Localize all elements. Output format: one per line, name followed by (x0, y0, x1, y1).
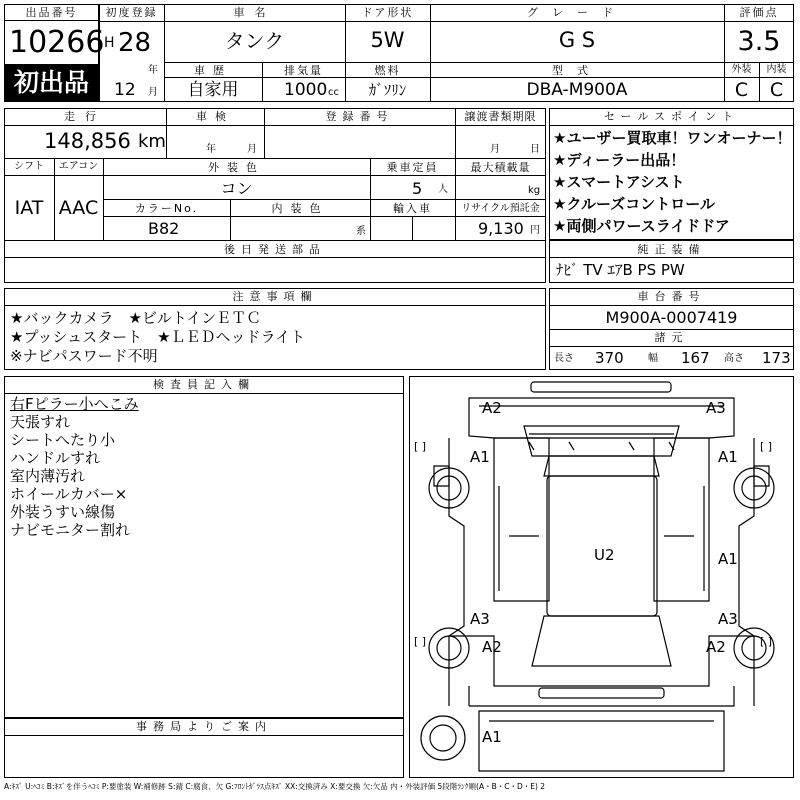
height-value: 173 (762, 349, 791, 367)
divider (549, 305, 794, 306)
inspector-line: 天張すれ (10, 413, 71, 431)
divider (549, 125, 794, 126)
divider (4, 158, 546, 159)
damage-mark-a2: A2 (706, 638, 726, 656)
legend-text: A:ｷｽﾞ U:ﾍｺﾐ B:ｷｽﾞを伴うﾍｺﾐ P:要塗装 W:補修跡 S:錆 C:腐食、欠 G:ﾌﾛﾝﾄｶﾞﾗｽ点ｷｽﾞ XX:交換済み X:要交換 欠:欠品 内・外装評価 5段階ﾗﾝｸ順(A・B・C・D・E) 2 (4, 782, 546, 791)
divider (164, 77, 724, 78)
mileage-value: 148,856 (44, 129, 131, 153)
displacement-value: 1000 (284, 80, 328, 100)
divider (549, 346, 794, 347)
damage-mark-a2: A2 (482, 399, 502, 417)
damage-mark-a1: A1 (718, 448, 738, 466)
score-int-label: 内装 (766, 64, 787, 75)
sales-point-item: ★クルーズコントロール (553, 195, 715, 213)
inspector-line: ハンドルすれ (10, 449, 101, 467)
inspector-line: ホイールカバー× (10, 485, 128, 503)
notes-line: ★プッシュスタート ★ＬＥＤヘッドライト (10, 328, 306, 346)
sales-point-item: ★両側パワースライドドア (553, 217, 730, 235)
reg-year-unit: 年 (148, 65, 158, 76)
damage-mark-a2: A2 (482, 638, 502, 656)
bracket-mark: [ ] (760, 440, 773, 453)
import-label: 輸入車 (393, 202, 432, 215)
damage-mark-a3: A3 (470, 610, 490, 628)
damage-mark-a3: A3 (718, 610, 738, 628)
divider (99, 21, 794, 22)
length-value: 370 (595, 349, 624, 367)
shift-label: シフト (14, 161, 44, 172)
history-value: 自家用 (187, 80, 239, 100)
shift-value: IAT (14, 197, 44, 219)
int-color-suffix: 系 (356, 226, 366, 237)
model-label: 型式 (552, 64, 602, 77)
divider (549, 329, 794, 330)
sales-points-label: セールスポイント (603, 110, 739, 123)
inspection-label: 車検 (196, 110, 234, 123)
recycle-label: リサイクル預託金 (461, 203, 540, 214)
chassis-value: M900A-0007419 (605, 308, 738, 327)
displacement-unit: cc (328, 87, 339, 98)
car-diagram (409, 376, 794, 778)
recycle-unit: 円 (530, 225, 540, 236)
divider (4, 305, 546, 306)
score-label: 評価点 (739, 6, 779, 19)
reg-year: 28 (118, 28, 152, 58)
inspection-month-unit: 月 (247, 144, 257, 155)
inspector-line: ナビモニター割れ (10, 521, 131, 539)
damage-mark-a3: A3 (706, 399, 726, 417)
inspector-line: シートへたり小 (10, 431, 116, 449)
model-value: DBA-M900A (526, 80, 628, 100)
notes-line: ★バックカメラ ★ビルトインＥＴＣ (10, 309, 262, 327)
aircon-value: AAC (58, 197, 99, 219)
chassis-label: 車台番号 (637, 290, 706, 303)
aircon-label: エアコン (58, 161, 99, 172)
int-color-label: 内装色 (271, 202, 329, 215)
length-label: 長さ (554, 353, 574, 364)
reg-month: 12 (114, 80, 136, 100)
height-label: 高さ (724, 353, 744, 364)
recycle-value: 9,130 (478, 219, 524, 238)
sales-point-item: ★ユーザー買取車！ワンオーナー！ (553, 129, 792, 147)
width-value: 167 (681, 349, 710, 367)
specs-label: 諸元 (654, 331, 689, 344)
first-listing-badge-text: 初出品 (13, 68, 89, 97)
divider (99, 4, 100, 102)
history-label: 車歴 (194, 64, 232, 77)
score-ext-label: 外装 (731, 64, 752, 75)
office-label: 事務局よりご案内 (136, 720, 272, 733)
width-label: 幅 (648, 353, 658, 364)
capacity-label: 乗車定員 (386, 161, 439, 174)
damage-mark-u2: U2 (594, 546, 615, 564)
mileage-label: 走行 (64, 110, 106, 123)
sales-point-item: ★スマートアシスト (553, 173, 685, 191)
equipment-value: ﾅﾋﾞ TV ｴｱB PS PW (556, 261, 685, 279)
divider (103, 199, 546, 200)
color-no-value: B82 (148, 219, 180, 238)
inspector-line: 右Fピラー小へこみ (10, 395, 139, 413)
score-value: 3.5 (737, 26, 781, 57)
equipment-label: 純正装備 (637, 243, 706, 256)
color-no-label: カラーNo. (134, 202, 199, 215)
inspector-line: 室内薄汚れ (10, 467, 86, 485)
score-ext: C (734, 79, 749, 101)
capacity-unit: 人 (438, 184, 448, 195)
doors-label: ドア形状 (361, 6, 414, 19)
fuel-label: 燃料 (374, 64, 401, 77)
notes-line: ※ナビパスワード不明 (10, 347, 158, 365)
max-load-label: 最大積載量 (470, 161, 531, 174)
divider (4, 240, 546, 241)
score-int: C (769, 79, 784, 101)
notes-label: 注意事項欄 (232, 290, 318, 303)
divider (4, 257, 546, 258)
plate-label: 登録番号 (325, 110, 394, 123)
divider (4, 393, 404, 394)
transfer-month-unit: 月 (490, 144, 500, 155)
bracket-mark: [ ] (414, 635, 427, 648)
divider (4, 735, 404, 736)
bracket-mark: [ ] (760, 635, 773, 648)
inspection-year-unit: 年 (206, 144, 216, 155)
car-name-label: 車名 (233, 6, 276, 19)
divider (164, 62, 724, 63)
divider (4, 175, 546, 176)
bracket-mark: [ ] (414, 440, 427, 453)
damage-mark-a1: A1 (482, 728, 502, 746)
displacement-label: 排気量 (284, 64, 323, 77)
lot-label: 出品番号 (25, 6, 78, 19)
divider (4, 125, 546, 126)
damage-mark-a1: A1 (470, 448, 490, 466)
doors-value: 5W (370, 28, 405, 52)
inspector-line: 外装うすい線傷 (10, 503, 116, 521)
divider (549, 257, 794, 258)
sales-point-item: ★ディーラー出品！ (553, 151, 686, 169)
car-name: タンク (224, 29, 285, 53)
inspector-label: 検査員記入欄 (153, 378, 255, 391)
transfer-day-unit: 日 (530, 144, 540, 155)
reg-month-unit: 月 (148, 87, 158, 98)
ext-color-value: コン (220, 179, 253, 198)
mileage-unit: km (138, 131, 166, 152)
reg-label: 初度登録 (105, 6, 158, 19)
fuel-value: ｶﾞｿﾘﾝ (368, 81, 407, 99)
grade-value: G S (558, 28, 596, 52)
divider (412, 216, 413, 240)
grade-label: グレード (527, 6, 627, 19)
transfer-docs-label: 譲渡書類期限 (464, 110, 537, 123)
divider (103, 216, 546, 217)
max-load-unit: kg (528, 185, 541, 196)
lot-number: 10266 (9, 25, 105, 60)
damage-mark-a1: A1 (718, 550, 738, 568)
reg-era: H (104, 35, 115, 51)
capacity-value: 5 (412, 179, 423, 198)
later-parts-label: 後日発送部品 (224, 243, 326, 256)
ext-color-label: 外装色 (208, 161, 265, 174)
